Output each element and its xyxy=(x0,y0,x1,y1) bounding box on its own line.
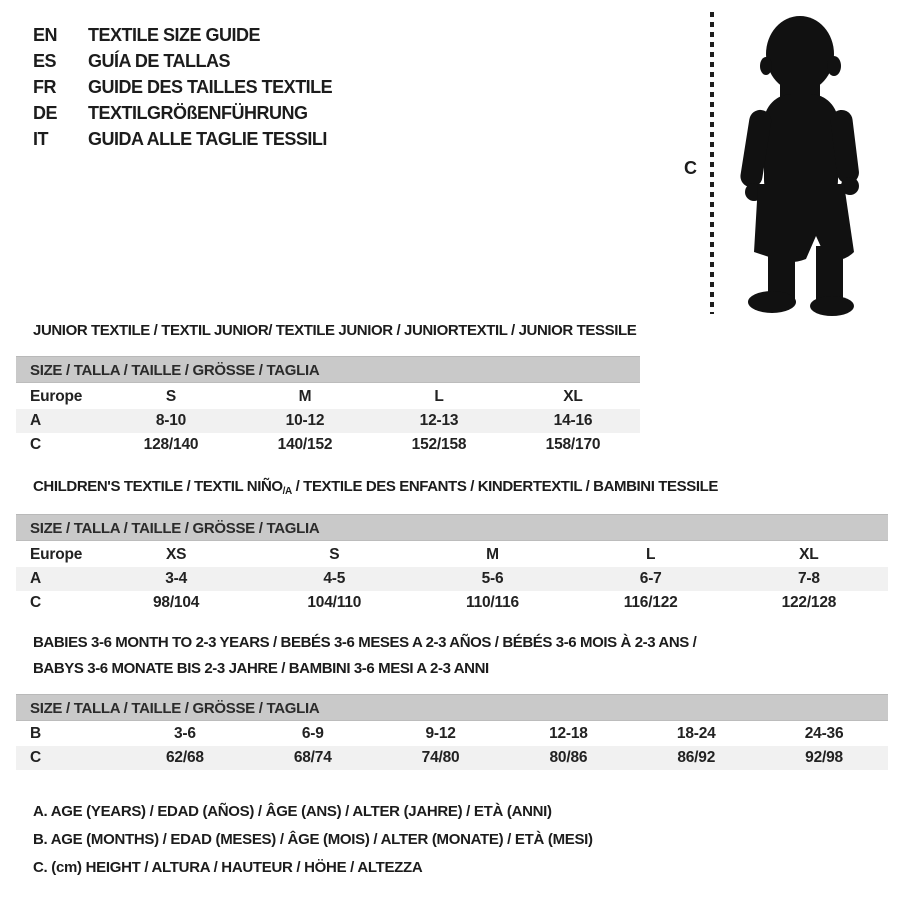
table-row xyxy=(16,409,640,433)
row-label: B xyxy=(30,725,41,742)
language-code: DE xyxy=(33,103,58,123)
table-cell: 12-13 xyxy=(419,412,459,429)
table-row xyxy=(16,722,888,746)
babies-size-table xyxy=(16,722,888,770)
table-cell: 4-5 xyxy=(323,570,346,587)
table-cell: 24-36 xyxy=(804,725,844,742)
table-cell: 122/128 xyxy=(781,594,837,611)
table-cell: 9-12 xyxy=(425,725,456,742)
row-label: Europe xyxy=(30,546,83,563)
table-cell: 3-4 xyxy=(165,570,187,587)
junior-size-table xyxy=(16,385,640,457)
table-row xyxy=(16,385,640,409)
row-label: Europe xyxy=(30,388,83,405)
language-row xyxy=(33,48,332,74)
row-label: C xyxy=(30,749,41,766)
language-label: TEXTILGRÖßENFÜHRUNG xyxy=(88,103,308,123)
size-bar-children: SIZE / TALLA / TAILLE / GRÖSSE / TAGLIA xyxy=(16,514,888,541)
table-cell: L xyxy=(646,546,656,563)
table-cell: 110/116 xyxy=(466,594,519,611)
section-heading-children-pre: CHILDREN'S TEXTILE / TEXTIL NIÑO xyxy=(33,478,283,495)
table-cell: 74/80 xyxy=(421,749,460,766)
language-row xyxy=(33,74,332,100)
table-cell: 18-24 xyxy=(676,725,716,742)
table-cell: 62/68 xyxy=(166,749,204,766)
table-cell: 3-6 xyxy=(174,725,196,742)
height-marker-label: C xyxy=(684,158,697,178)
table-cell: 12-18 xyxy=(549,725,588,742)
table-cell: 104/110 xyxy=(307,594,362,611)
table-cell: 80/86 xyxy=(549,749,588,766)
footnote-age-years: A. AGE (YEARS) / EDAD (AÑOS) / ÂGE (ANS) / ALTER (JAHRE) / ETÀ (ANNI) xyxy=(33,803,552,820)
table-cell: M xyxy=(298,388,312,405)
language-row xyxy=(33,126,332,152)
legend-footnotes xyxy=(33,798,593,882)
table-cell: 8-10 xyxy=(155,412,187,429)
table-cell: 10-12 xyxy=(285,412,325,429)
height-measure-dotted-line xyxy=(710,12,714,314)
table-cell: 140/152 xyxy=(277,436,333,453)
row-label: C xyxy=(30,594,41,611)
language-label: TEXTILE SIZE GUIDE xyxy=(88,25,261,45)
table-cell: XL xyxy=(563,388,583,405)
language-label: GUIDE DES TAILLES TEXTILE xyxy=(88,77,333,97)
table-cell: 128/140 xyxy=(143,436,199,453)
table-cell: 98/104 xyxy=(152,594,200,611)
table-row xyxy=(16,543,888,567)
table-cell: L xyxy=(434,388,444,405)
size-bar-junior: SIZE / TALLA / TAILLE / GRÖSSE / TAGLIA xyxy=(16,356,640,383)
children-size-table xyxy=(16,543,888,615)
section-heading-babies-line2: BABYS 3-6 MONATE BIS 2-3 JAHRE / BAMBINI 3-6 MESI A 2-3 ANNI xyxy=(33,660,489,677)
table-cell: XL xyxy=(799,546,819,563)
row-label: C xyxy=(30,436,41,453)
table-cell: 7-8 xyxy=(797,570,820,587)
table-row xyxy=(16,433,640,457)
language-guide-list xyxy=(33,22,332,152)
section-heading-babies xyxy=(33,630,696,682)
table-row xyxy=(16,591,888,615)
table-cell: 6-9 xyxy=(301,725,324,742)
language-code: IT xyxy=(33,129,48,149)
table-row xyxy=(16,746,888,770)
table-cell: 14-16 xyxy=(553,412,593,429)
footnote-height-cm: C. (cm) HEIGHT / ALTURA / HAUTEUR / HÖHE / ALTEZZA xyxy=(33,859,423,876)
section-heading-children-post: / TEXTILE DES ENFANTS / KINDERTEXTIL / BAMBINI TESSILE xyxy=(291,478,718,495)
size-bar-babies: SIZE / TALLA / TAILLE / GRÖSSE / TAGLIA xyxy=(16,694,888,721)
footnote-age-months: B. AGE (MONTHS) / EDAD (MESES) / ÂGE (MOIS) / ALTER (MONATE) / ETÀ (MESI) xyxy=(33,831,593,848)
section-heading-children-sub: /A xyxy=(282,486,292,497)
table-cell: 152/158 xyxy=(411,436,467,453)
table-cell: 86/92 xyxy=(677,749,716,766)
language-label: GUIDA ALLE TAGLIE TESSILI xyxy=(88,129,327,149)
table-cell: 68/74 xyxy=(293,749,332,766)
table-cell: 5-6 xyxy=(481,570,504,587)
language-code: ES xyxy=(33,51,57,71)
table-cell: 6-7 xyxy=(639,570,662,587)
table-cell: XS xyxy=(165,546,187,563)
table-row xyxy=(16,567,888,591)
table-cell: 92/98 xyxy=(805,749,843,766)
row-label: A xyxy=(30,412,41,429)
section-heading-junior: JUNIOR TEXTILE / TEXTIL JUNIOR/ TEXTILE JUNIOR / JUNIORTEXTIL / JUNIOR TESSILE xyxy=(33,322,637,339)
section-heading-children xyxy=(33,474,718,505)
table-cell: 116/122 xyxy=(623,594,678,611)
toddler-silhouette-image xyxy=(728,6,878,316)
language-label: GUÍA DE TALLAS xyxy=(88,51,230,71)
language-row xyxy=(33,22,332,48)
language-code: EN xyxy=(33,25,58,45)
section-heading-babies-line1: BABIES 3-6 MONTH TO 2-3 YEARS / BEBÉS 3-6 MESES A 2-3 AÑOS / BÉBÉS 3-6 MOIS À 2-3 ANS / xyxy=(33,634,697,651)
table-cell: S xyxy=(329,546,340,563)
table-cell: S xyxy=(165,388,177,405)
language-code: FR xyxy=(33,77,56,97)
row-label: A xyxy=(30,570,41,587)
table-cell: M xyxy=(486,546,499,563)
language-row xyxy=(33,100,332,126)
table-cell: 158/170 xyxy=(545,436,601,453)
